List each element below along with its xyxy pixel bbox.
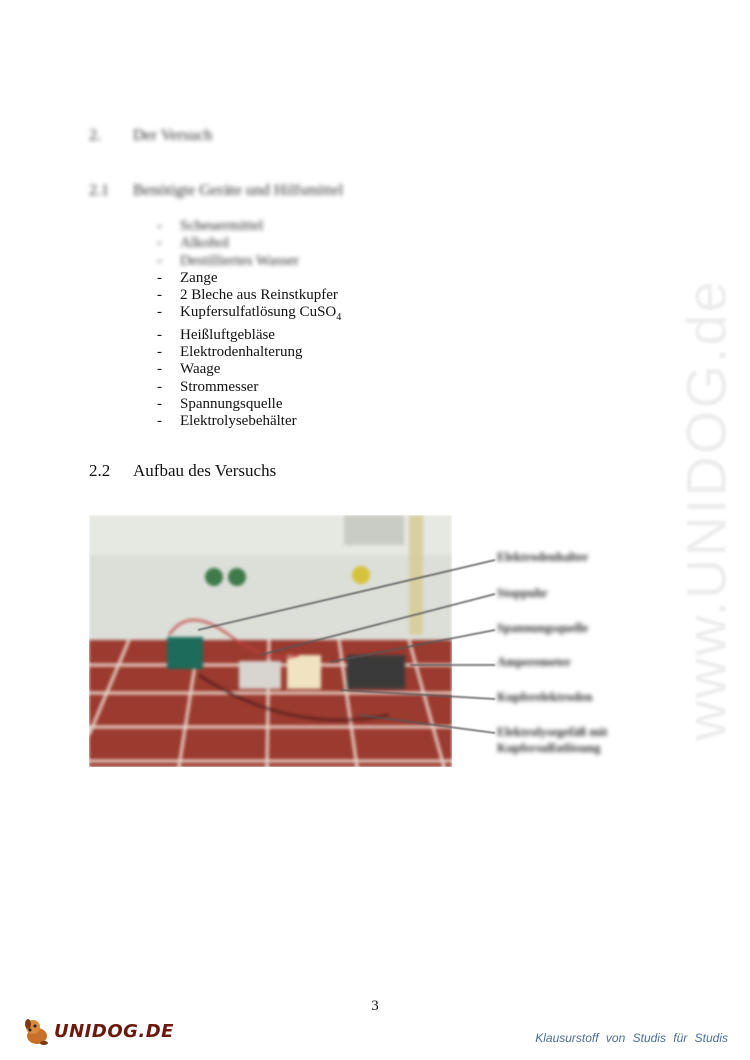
- list-item: - 2 Bleche aus Reinstkupfer: [157, 287, 338, 304]
- list-item: - Heißluftgebläse: [157, 326, 275, 343]
- list-item: - Scheuermittel: [157, 218, 264, 234]
- footer-logo[interactable]: [22, 1016, 174, 1046]
- list-item: - Strommesser: [157, 378, 259, 395]
- equipment-list: [157, 218, 341, 431]
- section-number: 2.: [89, 127, 101, 144]
- subscript: 4: [336, 312, 342, 324]
- list-item: - Alkohol: [157, 235, 230, 252]
- figure-label: Elektrolysegefäß mit: [497, 725, 608, 739]
- photo-illustration: [89, 515, 452, 767]
- figure-label: Spannungsquelle: [497, 621, 589, 635]
- list-item: - Elektrodenhalterung: [157, 344, 303, 361]
- figure-label: Elektrodenhalter: [497, 550, 589, 564]
- list-item: - Elektrolysebehälter: [157, 413, 297, 430]
- section-title: Aufbau des Versuchs: [133, 461, 277, 480]
- watermark: www.UNIDOG.de: [674, 279, 738, 741]
- list-item: - Zange: [157, 269, 218, 286]
- figure-label: Kupfersulfatlösung: [497, 741, 601, 755]
- experiment-setup-photo: [89, 515, 452, 767]
- section-number: 2.2: [89, 461, 111, 480]
- list-item: - Destilliertes Wasser: [157, 252, 299, 269]
- footer-tagline: Klausurstoff von Studis für Studis: [535, 1031, 728, 1045]
- list-item: - Kupfersulfatlösung CuSO$_4$: [157, 304, 342, 324]
- section-title: Benötigte Geräte und Hilfsmittel: [133, 182, 344, 199]
- figure-label: Kupferelektroden: [497, 690, 593, 704]
- dog-mascot-icon: [22, 1016, 52, 1046]
- page-number: 3: [371, 998, 379, 1014]
- list-item: - Spannungsquelle: [157, 395, 283, 412]
- section-heading-2-2: [89, 461, 276, 481]
- figure-label: Amperemeter: [497, 655, 572, 669]
- section-heading-2: [89, 127, 212, 145]
- section-title: Der Versuch: [133, 127, 213, 144]
- list-item: - Waage: [157, 361, 221, 378]
- section-heading-2-1: [89, 182, 343, 200]
- figure-label: Stoppuhr: [497, 586, 548, 600]
- section-number: 2.1: [89, 182, 109, 199]
- logo-text: UNIDOG.DE: [54, 1020, 174, 1042]
